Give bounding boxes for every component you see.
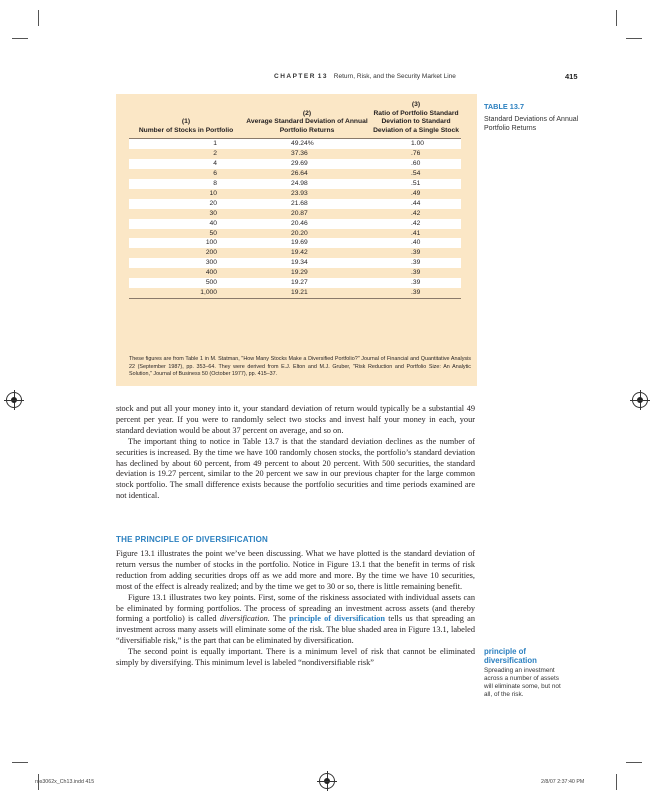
table-caption: Standard Deviations of Annual Portfolio Returns [484,116,579,132]
col-header-1: (1) Number of Stocks in Portfolio [138,118,234,134]
paragraph: stock and put all your money into it, your standard deviation of return would typically be a substantial 49 percent per year. If you were to randomly select two stocks and invest half your money in each, your standard deviation would be about 37 percent on average, and so on. [116,404,475,435]
table-row: 1 49.24% 1.00 [129,139,461,149]
table-row: 50 20.20 .41 [209,229,421,237]
table-row: 2 37.36 .76 [213,150,421,158]
crop-mark [12,38,28,39]
table-row: 400 19.29 .39 [205,269,421,277]
chapter-number: 13 [317,73,328,80]
registration-mark-icon [6,392,22,408]
italic-term: diversification. [219,614,270,624]
body-section-1 [116,404,475,502]
table-row: 20 21.68 .44 [129,199,461,209]
table-source-note: These figures are from Table 1 in M. Statman, "How Many Stocks Make a Diversified Portfolio?" Journal of Financial and Quantitative Analysis 22 (September 1987), pp. 353–64. They were derived from E.J. Elton and M.J. Gruber, "Risk Reduction and Portfolio Size: An Analytic Solution," Journal of Business 50 (October 1977), pp. 415–37. [129,356,471,378]
table-row: 6 26.64 .54 [213,170,421,178]
portfolio-sd-table [129,101,461,299]
col-header-2: (2) Average Standard Deviation of Annual Portfolio Returns [246,109,368,134]
running-head [274,73,456,80]
crop-mark [38,10,39,26]
table-row: 200 19.42 .39 [205,249,421,257]
body-section-2 [116,549,475,669]
registration-mark-icon [632,392,648,408]
paragraph: The important thing to notice in Table 13.7 is that the standard deviation declines as the number of securities is increased. By the time we have 100 randomly chosen stocks, the portfolio’s standard deviation has declined by about 60 percent, from 49 percent to about 20 percent. With 500 securities, the standard deviation is 19.27 percent, similar to the 20 percent we saw in our previous chapter for the large common stock portfolio. The small difference exists because the portfolio securities and time periods examined are not identical. [116,436,475,501]
crop-mark [626,762,642,763]
crop-mark [626,38,642,39]
table-header-row [129,101,461,139]
page-number: 415 [565,72,578,81]
crop-mark [616,10,617,26]
table-row: 500 19.27 .39 [129,278,461,288]
table-row: 100 19.69 .40 [129,238,461,248]
col-header-3: (3) Ratio of Portfolio Standard Deviation to Standard Deviation of a Single Stock [373,101,459,134]
chapter-label: CHAPTER [274,73,316,80]
table-row: 1,000 19.21 .39 [129,288,461,298]
chapter-title: Return, Risk, and the Security Market Line [333,73,456,80]
table-row: 10 23.93 .49 [209,189,421,197]
paragraph: The second point is equally important. There is a minimum level of risk that cannot be eliminated simply by diversifying. This minimum level is labeled “nondiversifiable risk” [116,647,475,668]
margin-definition: Spreading an investment across a number of assets will eliminate some, but not all, of the risk. [484,667,561,698]
table-row: 4 29.69 .60 [129,159,461,169]
table-row: 40 20.46 .42 [129,219,461,229]
crop-mark [12,762,28,763]
slug-timestamp: 2/8/07 2:37:40 PM [541,779,585,785]
table-label: TABLE 13.7 [484,102,525,111]
paragraph: Figure 13.1 illustrates two key points. First, some of the riskiness associated with individual assets can be eliminated by forming portfolios. The process of spreading an investment across assets (and thereby forming a portfolio) is called diversification. The principle of diversification tells us that spreading an investment across many assets will eliminate some of the risk. The blue shaded area in Figure 13.1, labeled “diversifiable risk,” is the part that can be eliminated by diversification. [116,592,476,646]
key-term: principle of diversification [289,614,386,624]
table-row: 300 19.34 .39 [129,258,461,268]
section-heading: THE PRINCIPLE OF DIVERSIFICATION [116,535,269,544]
crop-mark [616,774,617,790]
margin-key-term: principle of diversification [484,647,537,665]
table-row: 8 24.98 .51 [129,179,461,189]
slug-filename: ros3062x_Ch13.indd 415 [35,779,95,785]
paragraph: Figure 13.1 illustrates the point we’ve been discussing. What we have plotted is the standard deviation of return versus the number of stocks in the portfolio. Notice in Figure 13.1 that the benefit in terms of risk reduction from adding securities drops off as we add more and more. By the time we have 10 securities, most of the effect is already realized; and by the time we get to 30 or so, there is little remaining benefit. [116,549,475,591]
registration-mark-icon [319,773,335,789]
table-row: 30 20.87 .42 [209,209,421,217]
